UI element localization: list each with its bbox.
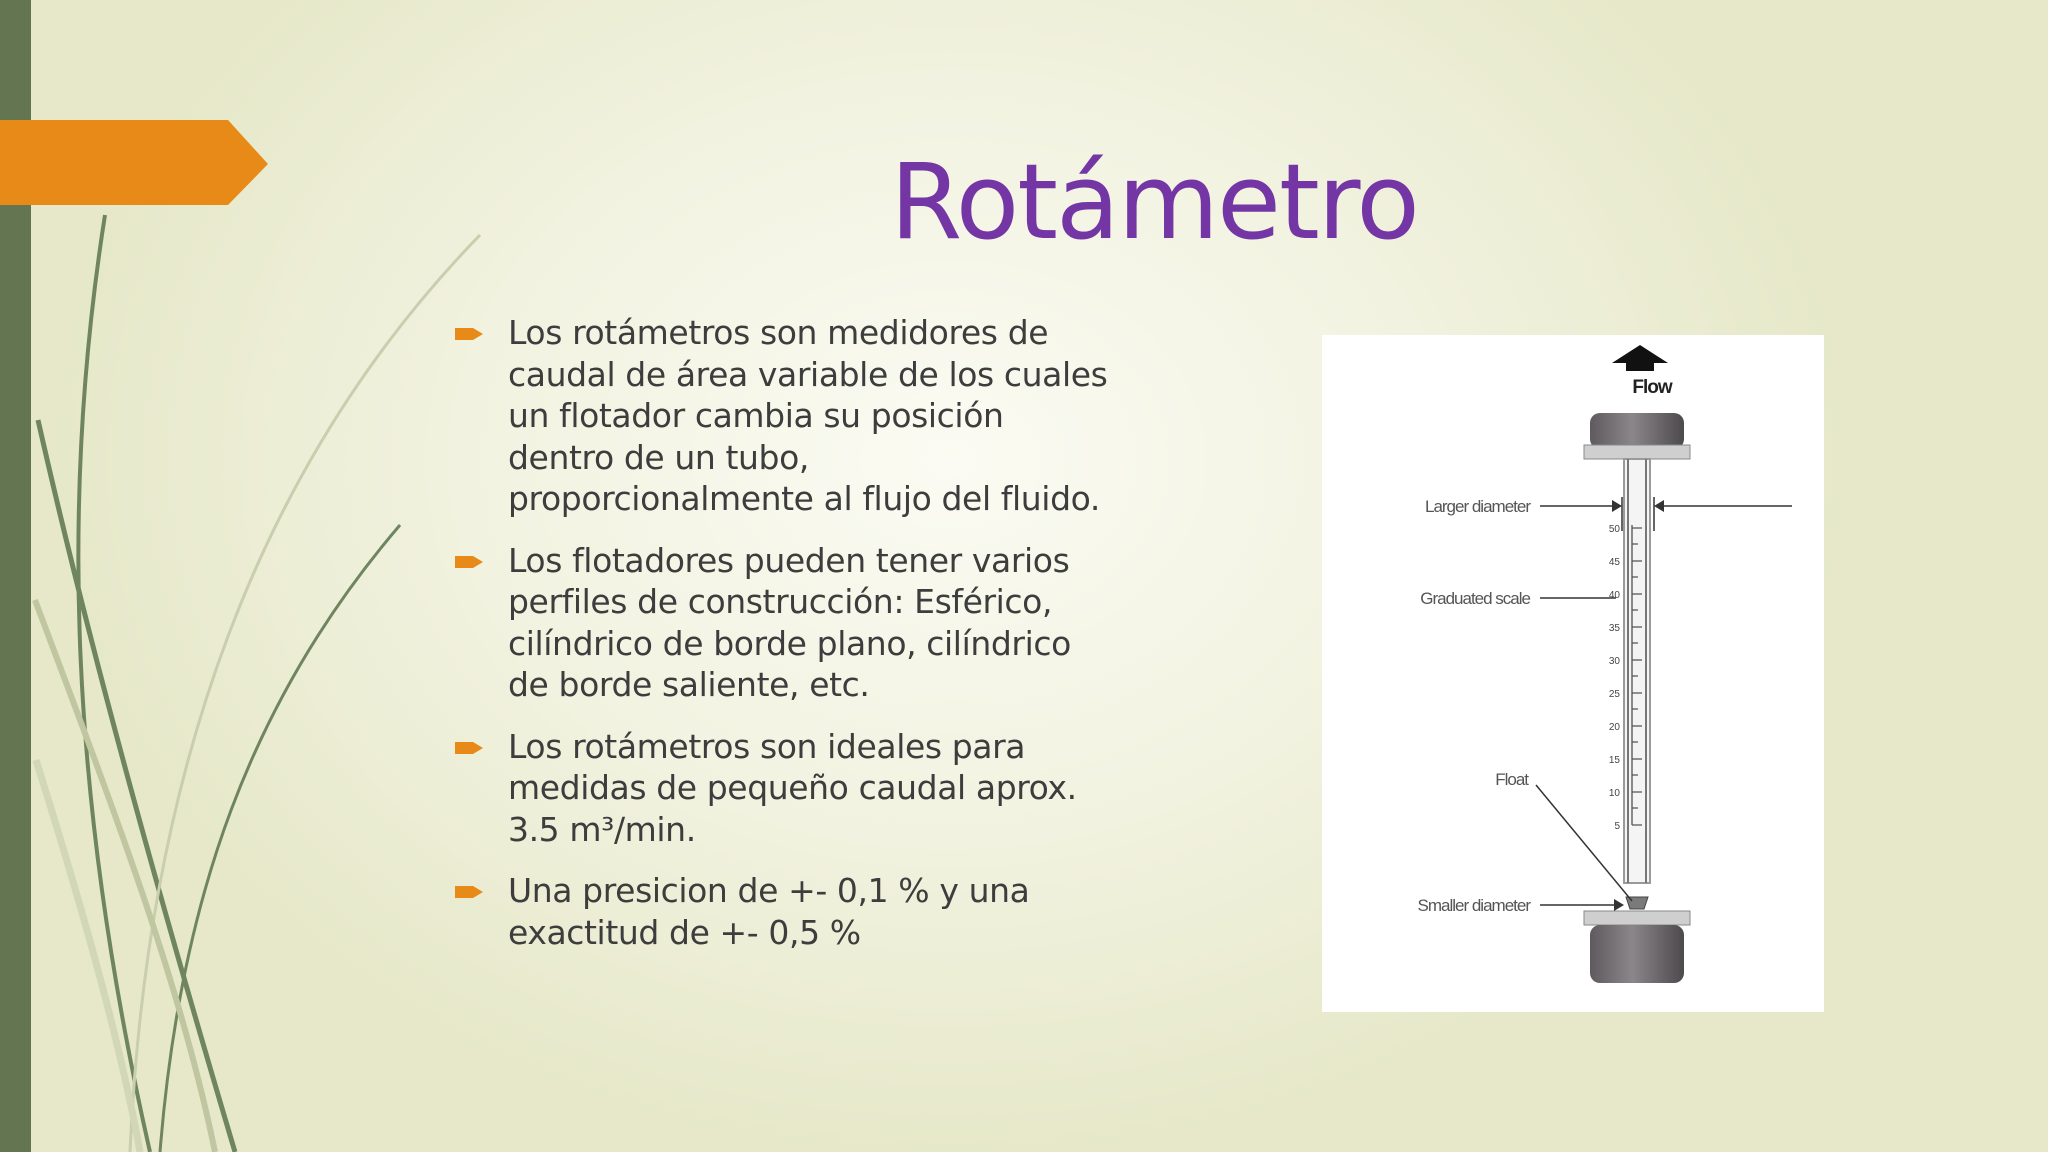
scale-tick-label: 35 <box>1608 623 1620 634</box>
top-cap <box>1590 413 1684 449</box>
orange-tab-decoration <box>0 0 270 210</box>
scale-tick-label: 50 <box>1608 524 1620 535</box>
rotameter-diagram <box>1322 335 1824 1012</box>
arrow-bullet-icon <box>455 326 485 342</box>
scale-tick-label: 5 <box>1614 821 1620 832</box>
bullet-text: Una presicion de +- 0,1 % y una exactitud de +- 0,5 % <box>508 871 1030 952</box>
graduated-scale-label: Graduated scale <box>1420 589 1530 608</box>
float-label: Float <box>1495 770 1528 789</box>
scale-tick-label: 10 <box>1608 788 1620 799</box>
rotameter-drawing <box>1322 335 1824 1012</box>
flow-arrow-icon <box>1612 345 1668 371</box>
arrow-bullet-icon <box>455 884 485 900</box>
larger-diameter-label: Larger diameter <box>1424 497 1530 516</box>
arrow-bullet-icon <box>455 740 485 756</box>
bullet-item <box>450 870 1170 953</box>
scale-tick-label: 25 <box>1608 689 1620 700</box>
bottom-cap <box>1590 925 1684 983</box>
scale-tick-label: 45 <box>1608 557 1620 568</box>
bullet-item <box>450 312 1170 520</box>
scale-tick-label: 40 <box>1608 590 1620 601</box>
slide-title: Rotámetro <box>890 141 1418 263</box>
scale-tick-label: 15 <box>1608 755 1620 766</box>
arrow-bullet-icon <box>455 554 485 570</box>
scale-tick-label: 30 <box>1608 656 1620 667</box>
bullet-list <box>450 312 1170 973</box>
bullet-text: Los flotadores pueden tener varios perfiles de construcción: Esférico, cilíndrico de borde plano, cilíndrico de borde saliente, etc. <box>508 540 1071 704</box>
smaller-diameter-label: Smaller diameter <box>1417 896 1530 915</box>
flow-label: Flow <box>1632 377 1672 398</box>
bullet-item <box>450 726 1170 851</box>
scale-tick-label: 20 <box>1608 722 1620 733</box>
bullet-text: Los rotámetros son ideales para medidas de pequeño caudal aprox. 3.5 m³/min. <box>508 726 1077 849</box>
bullet-text: Los rotámetros son medidores de caudal de área variable de los cuales un flotador cambia su posición dentro de un tubo, proporcionalmente al flujo del fluido. <box>508 313 1108 518</box>
bullet-item <box>450 540 1170 706</box>
